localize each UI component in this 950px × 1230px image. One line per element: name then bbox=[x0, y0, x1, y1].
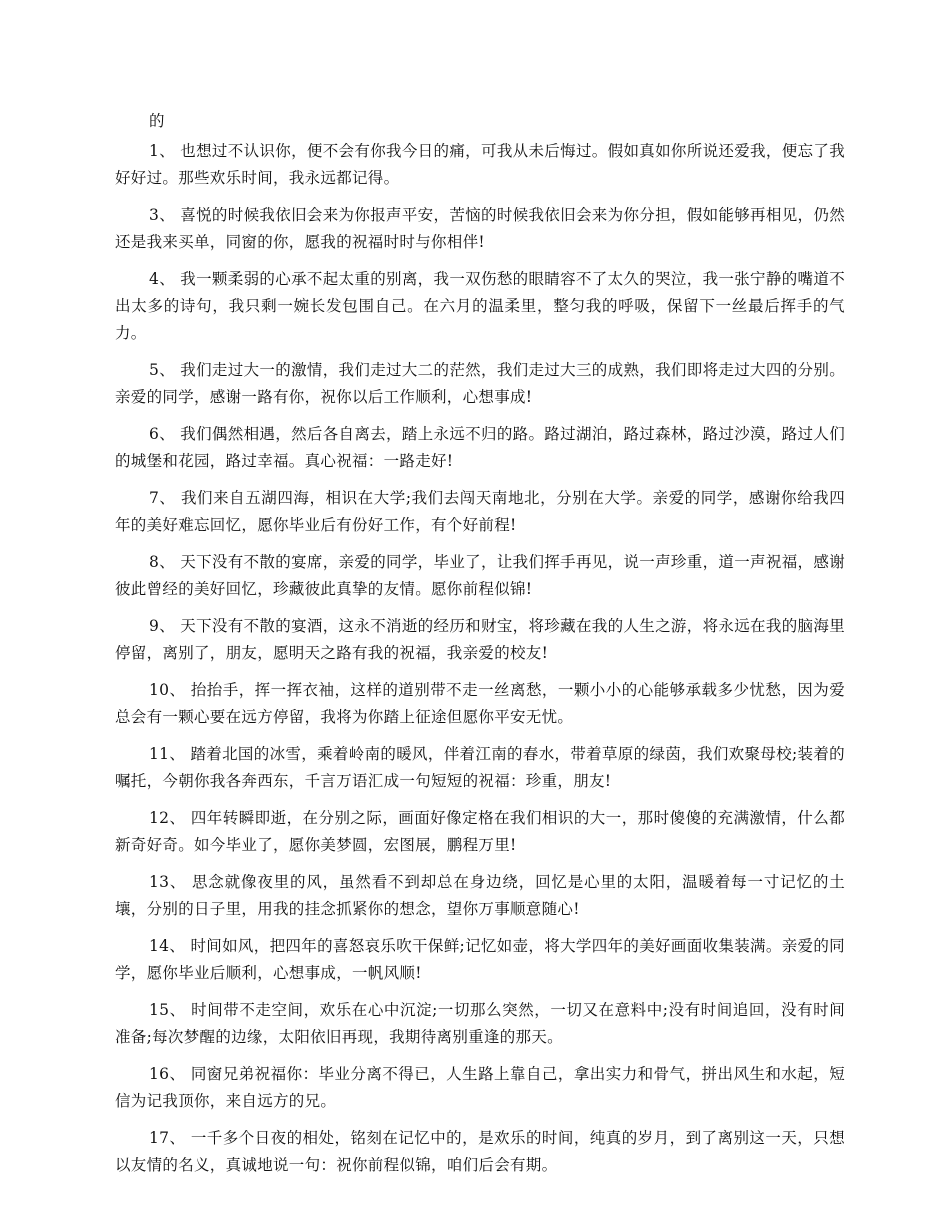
paragraph-4: 4、 我一颗柔弱的心承不起太重的别离，我一双伤愁的眼睛容不了太久的哭泣，我一张宁静的嘴道不出太多的诗句，我只剩一婉长发包围自己。在六月的温柔里，整匀我的呼吸，保留下一丝最后挥手的气力。 bbox=[115, 270, 845, 342]
paragraph-3: 3、 喜悦的时候我依旧会来为你报声平安，苦恼的时候我依旧会来为你分担，假如能够再相见，仍然还是我来买单，同窗的你，愿我的祝福时时与你相伴! bbox=[115, 206, 845, 251]
paragraph-11: 11、 踏着北国的冰雪，乘着岭南的暖风，伴着江南的春水，带着草原的绿茵，我们欢聚母校;装着的嘱托，今朝你我各奔西东，千言万语汇成一句短短的祝福：珍重，朋友! bbox=[115, 745, 845, 790]
paragraph-9: 9、 天下没有不散的宴酒，这永不消逝的经历和财宝，将珍藏在我的人生之游，将永远在我的脑海里停留，离别了，朋友，愿明天之路有我的祝福，我亲爱的校友! bbox=[115, 617, 845, 662]
paragraph-10: 10、 抬抬手，挥一挥衣袖，这样的道别带不走一丝离愁，一颗小小的心能够承载多少忧愁，因为爱总会有一颗心要在远方停留，我将为你踏上征途但愿你平安无忧。 bbox=[115, 681, 845, 726]
paragraph-8: 8、 天下没有不散的宴席，亲爱的同学，毕业了，让我们挥手再见，说一声珍重，道一声祝福，感谢彼此曾经的美好回忆，珍藏彼此真挚的友情。愿你前程似锦! bbox=[115, 553, 845, 598]
document-body bbox=[115, 108, 845, 1189]
lead-fragment: 的 bbox=[149, 112, 165, 130]
paragraph-13: 13、 思念就像夜里的风，虽然看不到却总在身边绕，回忆是心里的太阳，温暖着每一寸记忆的土壤，分别的日子里，用我的挂念抓紧你的想念，望你万事顺意随心! bbox=[115, 873, 845, 918]
paragraph-1: 1、 也想过不认识你，便不会有你我今日的痛，可我从未后悔过。假如真如你所说还爱我，便忘了我好好过。那些欢乐时间，我永远都记得。 bbox=[115, 142, 845, 187]
paragraph-15: 15、 时间带不走空间，欢乐在心中沉淀;一切那么突然，一切又在意料中;没有时间追回，没有时间准备;每次梦醒的边缘，太阳依旧再现，我期待离别重逢的那天。 bbox=[115, 1001, 845, 1046]
paragraph-12: 12、 四年转瞬即逝，在分别之际，画面好像定格在我们相识的大一，那时傻傻的充满激情，什么都新奇好奇。如今毕业了，愿你美梦圆，宏图展，鹏程万里! bbox=[115, 809, 845, 854]
paragraph-14: 14、 时间如风，把四年的喜怒哀乐吹干保鲜;记忆如壶，将大学四年的美好画面收集装满。亲爱的同学，愿你毕业后顺利，心想事成，一帆风顺! bbox=[115, 937, 845, 982]
paragraph-17: 17、 一千多个日夜的相处，铭刻在记忆中的，是欢乐的时间，纯真的岁月，到了离别这一天，只想以友情的名义，真诚地说一句：祝你前程似锦，咱们后会有期。 bbox=[115, 1129, 845, 1174]
paragraph-16: 16、 同窗兄弟祝福你：毕业分离不得已，人生路上靠自己，拿出实力和骨气，拼出风生和水起，短信为记我顶你，来自远方的兄。 bbox=[115, 1065, 845, 1110]
paragraph-5: 5、 我们走过大一的激情，我们走过大二的茫然，我们走过大三的成熟，我们即将走过大四的分别。亲爱的同学，感谢一路有你，祝你以后工作顺利，心想事成! bbox=[115, 361, 845, 406]
paragraph-7: 7、 我们来自五湖四海，相识在大学;我们去闯天南地北，分别在大学。亲爱的同学，感谢你给我四年的美好难忘回忆，愿你毕业后有份好工作，有个好前程! bbox=[115, 489, 845, 534]
paragraph-6: 6、 我们偶然相遇，然后各自离去，踏上永远不归的路。路过湖泊，路过森林，路过沙漠，路过人们的城堡和花园，路过幸福。真心祝福：一路走好! bbox=[115, 425, 845, 470]
